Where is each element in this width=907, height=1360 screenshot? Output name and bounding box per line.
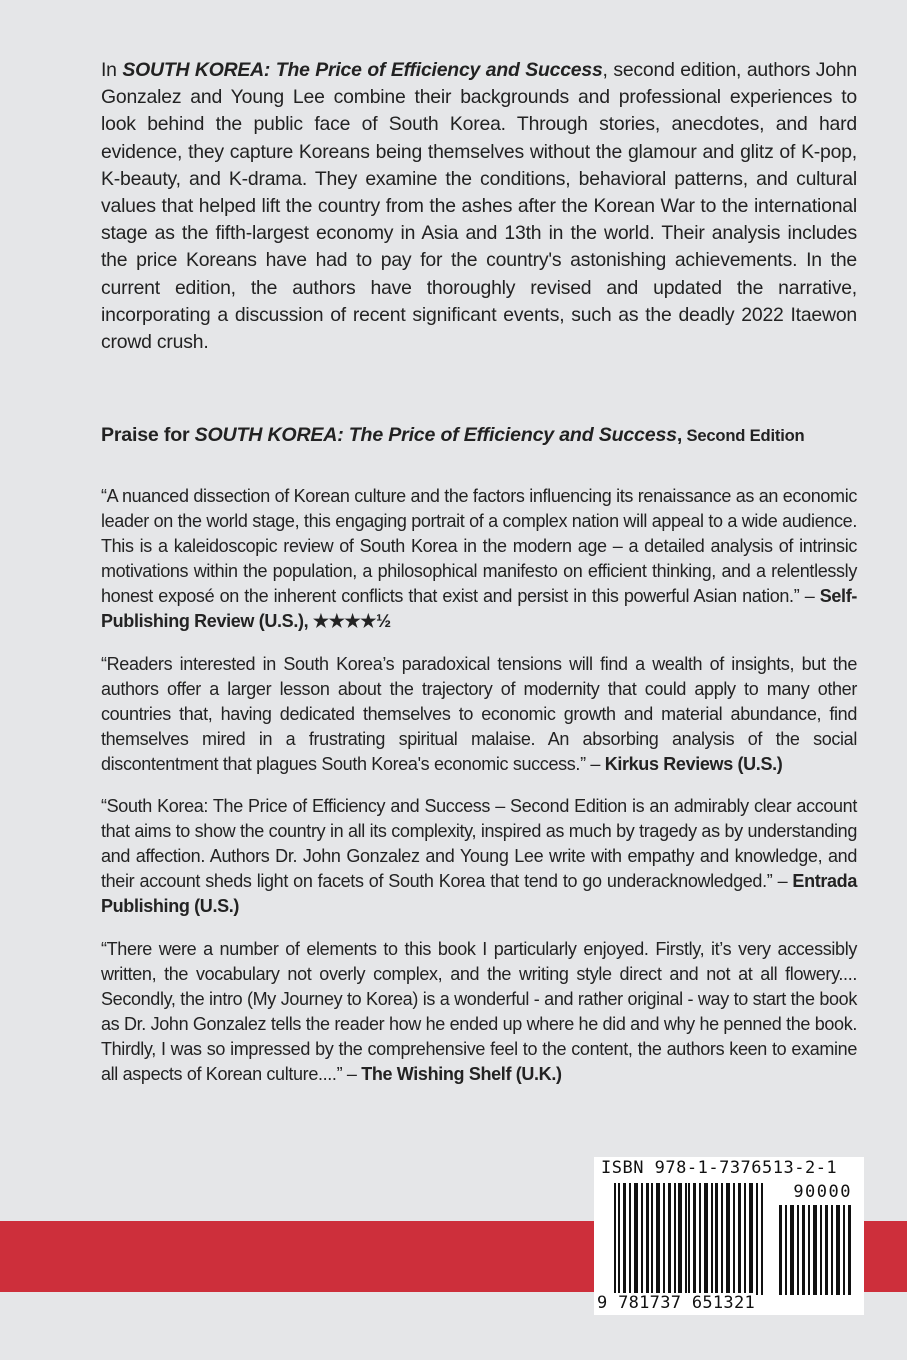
blurb-prefix: In xyxy=(101,59,123,81)
review-quote: “Readers interested in South Korea’s paradoxical tensions will find a wealth of insights, but the authors offer a larger lesson about the trajectory of modernity that could apply to many other countries that, having dedicated themselves to economic growth and material abundance, find themselves mired in a frustrating spiritual malaise. An absorbing analysis of the social discontentment that plagues South Korea's economic success.” – xyxy=(101,653,857,774)
praise-comma: , xyxy=(676,424,683,446)
price-addon-label: 90000 xyxy=(793,1182,852,1202)
praise-book-title: SOUTH KOREA: The Price of Efficiency and Success xyxy=(194,424,677,446)
review-source: Entrada Publishing (U.S.) xyxy=(101,871,857,917)
review-source: Kirkus Reviews (U.S.) xyxy=(604,753,783,774)
blurb-book-title: SOUTH KOREA: The Price of Efficiency and Success xyxy=(122,59,603,81)
praise-prefix: Praise for xyxy=(101,424,195,446)
isbn-label: ISBN 978-1-7376513-2-1 xyxy=(601,1158,838,1178)
review-quote: “There were a number of elements to this book I particularly enjoyed. Firstly, it’s very accessibly written, the vocabulary not overly complex, and the writing style direct and not at all flowery.... Secondly, the intro (My Journey to Korea) is a wonderful - and rather original - way to start the book as Dr. John Gonzalez tells the reader how he ended up where he did and why he penned the book. Thirdly, I was so impressed by the comprehensive feel to the content, the authors keen to examine all aspects of Korean culture....” – xyxy=(101,938,857,1084)
review-quote: “South Korea: The Price of Efficiency and Success – Second Edition is an admirably clear account that aims to show the country in all its complexity, inspired as much by tragedy as by understanding and affection. Authors Dr. John Gonzalez and Young Lee write with empathy and knowledge, and their account sheds light on facets of South Korea that tend to go underacknowledged.” – xyxy=(101,796,857,892)
review-wishing-shelf xyxy=(101,937,857,1088)
review-entrada xyxy=(101,794,857,919)
review-quote: “A nuanced dissection of Korean culture and the factors influencing its renaissance as an economic leader on the world stage, this engaging portrait of a complex nation will appeal to a wide audience. This is a kaleidoscopic review of South Korea in the modern age – a detailed analysis of intrinsic motivations within the population, a philosophical manifesto on efficient thinking, and a relentlessly honest exposé on the inherent conflicts that exist and persist in this powerful Asian nation.” – xyxy=(101,486,857,607)
review-kirkus xyxy=(101,652,857,777)
review-source: Self-Publishing Review (U.S.), ★★★★½ xyxy=(101,586,857,632)
review-source: The Wishing Shelf (U.K.) xyxy=(361,1063,562,1084)
isbn-barcode xyxy=(594,1157,864,1315)
review-list xyxy=(101,484,857,1104)
blurb-paragraph xyxy=(101,57,857,356)
barcode-bars-main xyxy=(614,1183,766,1295)
praise-heading xyxy=(101,424,861,447)
ean-digits: 9 781737 651321 xyxy=(597,1293,756,1313)
review-self-publishing xyxy=(101,484,857,635)
barcode-bars-addon xyxy=(779,1205,854,1295)
blurb-text: , second edition, authors John Gonzalez and Young Lee combine their backgrounds and professional experiences to look behind the public face of South Korea. Through stories, anecdotes, and hard evidence, they capture Koreans being themselves without the glamour and glitz of K-pop, K-beauty, and K-drama. They examine the conditions, behavioral patterns, and cultural values that helped lift the country from the ashes after the Korean War to the international stage as the fifth-largest economy in Asia and 13th in the world. Their analysis includes the price Koreans have had to pay for the country's astonishing achievements. In the current edition, the authors have thoroughly revised and updated the narrative, incorporating a discussion of recent significant events, such as the deadly 2022 Itaewon crowd crush. xyxy=(101,59,857,354)
praise-edition: Second Edition xyxy=(682,426,805,445)
back-cover-blurb xyxy=(101,57,857,356)
